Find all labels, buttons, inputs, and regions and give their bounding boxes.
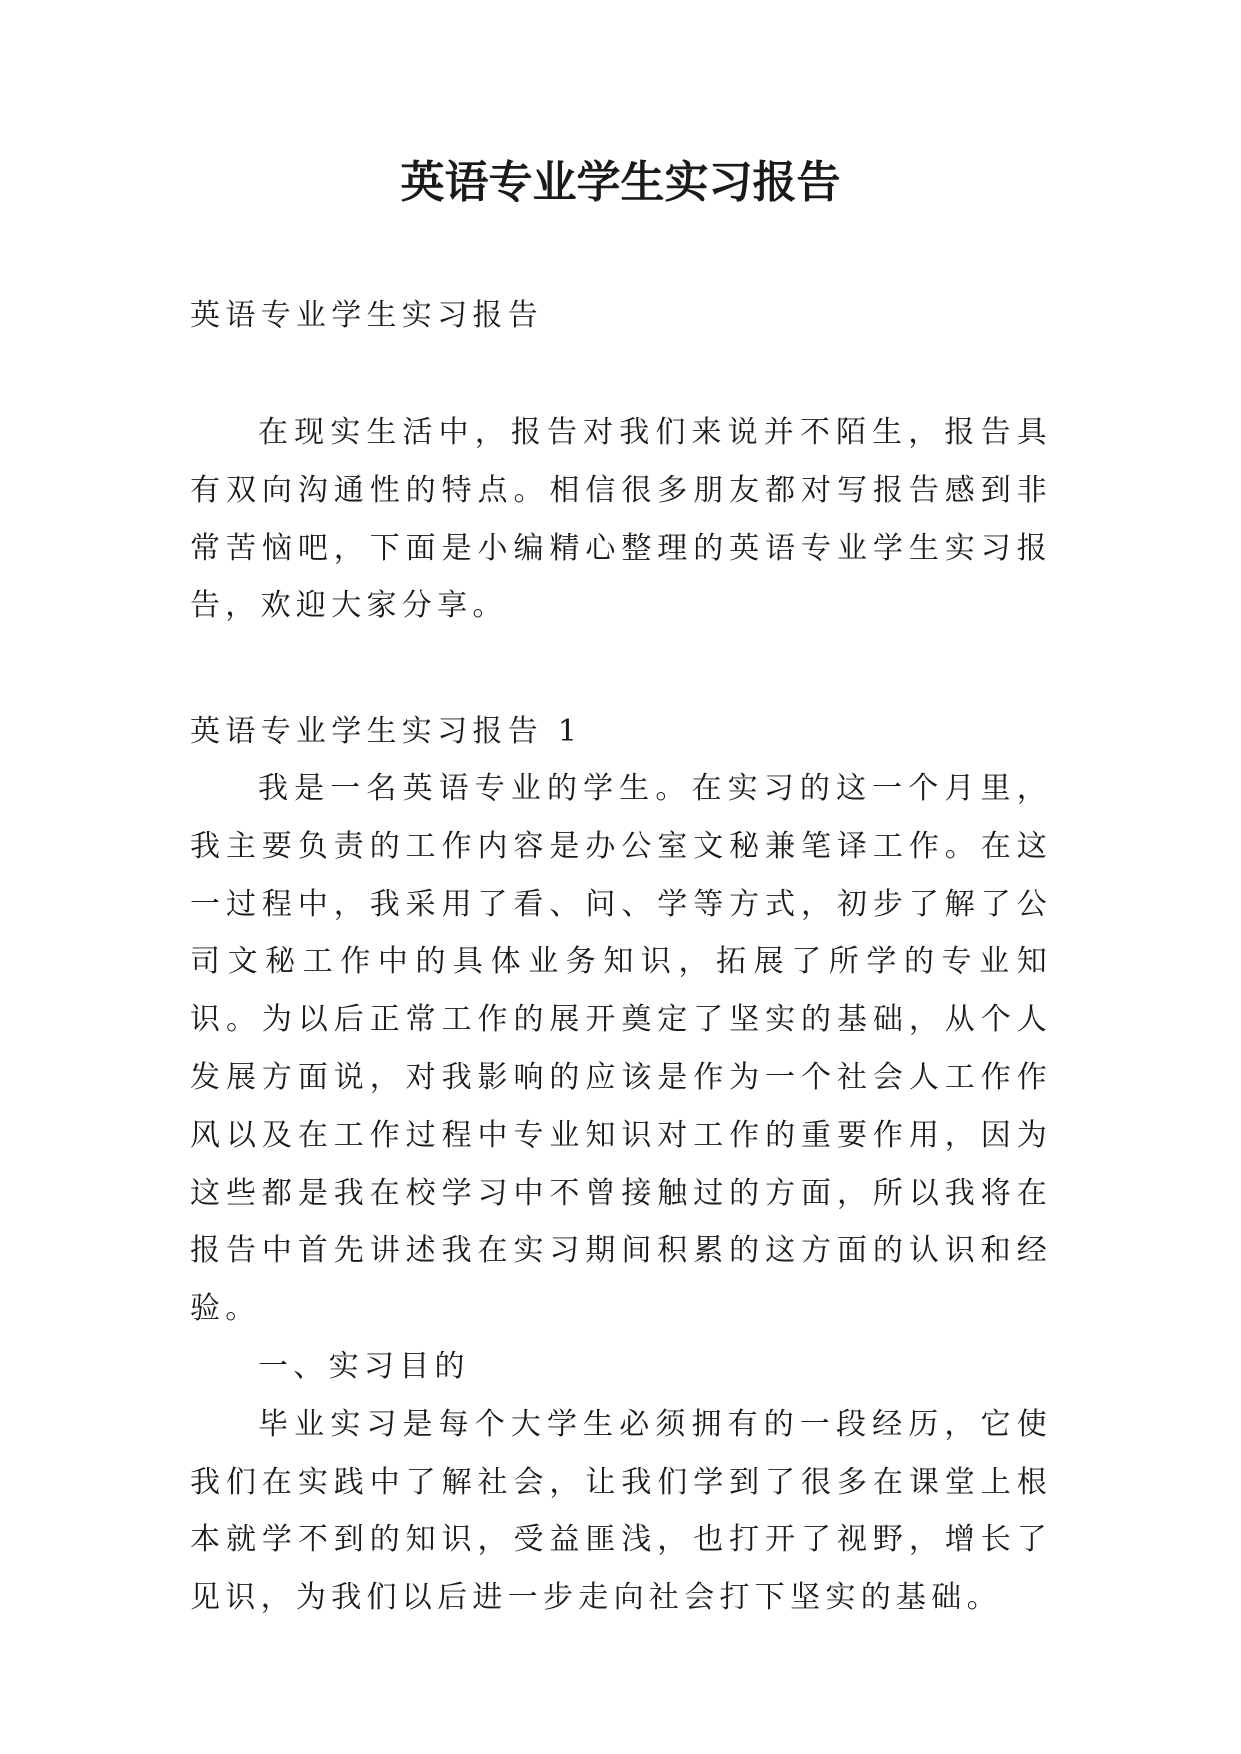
paragraph: 毕业实习是每个大学生必须拥有的一段经历，它使我们在实践中了解社会，让我们学到了很多在课堂上根本就学不到的知识，受益匪浅，也打开了视野，增长了见识，为我们以后进一步走向社会打下坚实的基础。	[190, 1406, 1052, 1616]
document-title: 英语专业学生实习报告	[400, 157, 841, 208]
document-subtitle: 英语专业学生实习报告	[190, 298, 543, 333]
section-title: 英语专业学生实习报告 1	[190, 714, 583, 749]
section-body	[190, 760, 1052, 1627]
section-heading-purpose: 一、实习目的	[258, 1348, 470, 1384]
intro-paragraph: 在现实生活中，报告对我们来说并不陌生，报告具有双向沟通性的特点。相信很多朋友都对写报告感到非常苦恼吧，下面是小编精心整理的英语专业学生实习报告，欢迎大家分享。	[190, 415, 1052, 624]
paragraph: 我是一名英语专业的学生。在实习的这一个月里，我主要负责的工作内容是办公室文秘兼笔译工作。在这一过程中，我采用了看、问、学等方式，初步了解了公司文秘工作中的具体业务知识，拓展了所学的专业知识。为以后正常工作的展开奠定了坚实的基础，从个人发展方面说，对我影响的应该是作为一个社会人工作作风以及在工作过程中专业知识对工作的重要作用，因为这些都是我在校学习中不曾接触过的方面，所以我将在报告中首先讲述我在实习期间积累的这方面的认识和经验。	[190, 771, 1052, 1327]
